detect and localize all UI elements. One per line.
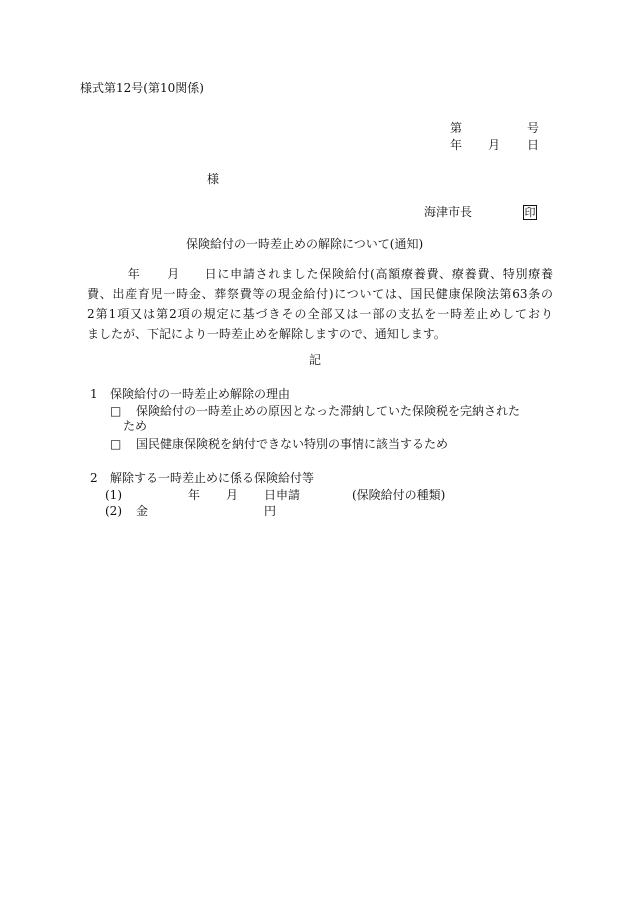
- section2-number: 2: [90, 471, 98, 485]
- item1-type-note: (保険給付の種類): [352, 488, 446, 502]
- body-paragraph: [87, 268, 553, 348]
- date-day: 日: [527, 138, 540, 152]
- doc-number-suffix: 号: [527, 121, 540, 135]
- body-line-4: ましたが、下記により一時差止めを解除しますので、通知します。: [87, 327, 446, 341]
- option1-text-line2: ため: [123, 419, 148, 433]
- body-date-month: 月: [166, 267, 180, 281]
- section1-number: 1: [90, 387, 98, 401]
- issuer-seal: [523, 205, 537, 220]
- item1-month: 月: [226, 488, 239, 502]
- section2-heading: 解除する一時差止めに係る保険給付等: [110, 471, 315, 485]
- ki-heading: 記: [309, 353, 322, 367]
- body-line-3: 2第1項又は第2項の規定に基づきその全部又は一部の支払を一時差止めしており: [87, 307, 553, 321]
- option2-text: 国民健康保険税を納付できない特別の事情に該当するため: [136, 437, 449, 451]
- document-title: 保険給付の一時差止めの解除について(通知): [186, 237, 424, 251]
- seal-mark: 印: [524, 206, 536, 219]
- body-date-year: 年: [127, 267, 141, 281]
- form-number: 様式第12号(第10関係): [80, 81, 204, 95]
- issuer-title: 海津市長: [424, 205, 473, 219]
- option1-checkbox: □: [110, 404, 122, 418]
- section1-heading: 保険給付の一時差止め解除の理由: [110, 387, 291, 401]
- option2-checkbox: □: [110, 437, 122, 451]
- item2-label: (2): [105, 504, 122, 518]
- body-line-1-rest: 日に申請されました保険給付(高額療養費、療養費、特別療養: [203, 267, 553, 281]
- item1-label: (1): [105, 488, 122, 502]
- date-month: 月: [488, 138, 501, 152]
- body-line-2: 費、出産育児一時金、葬祭費等の現金給付)については、国民健康保険法第63条の: [87, 287, 553, 301]
- item1-day-request: 日申請: [264, 488, 301, 502]
- item2-currency: 円: [264, 504, 277, 518]
- item2-amount-prefix: 金: [136, 504, 149, 518]
- body-line-1: [87, 268, 553, 288]
- recipient-suffix: 様: [207, 172, 220, 186]
- doc-number-prefix: 第: [450, 121, 463, 135]
- date-year: 年: [450, 138, 463, 152]
- option1-text-line1: 保険給付の一時差止めの原因となった滞納していた保険税を完納された: [136, 404, 521, 418]
- item1-year: 年: [188, 488, 201, 502]
